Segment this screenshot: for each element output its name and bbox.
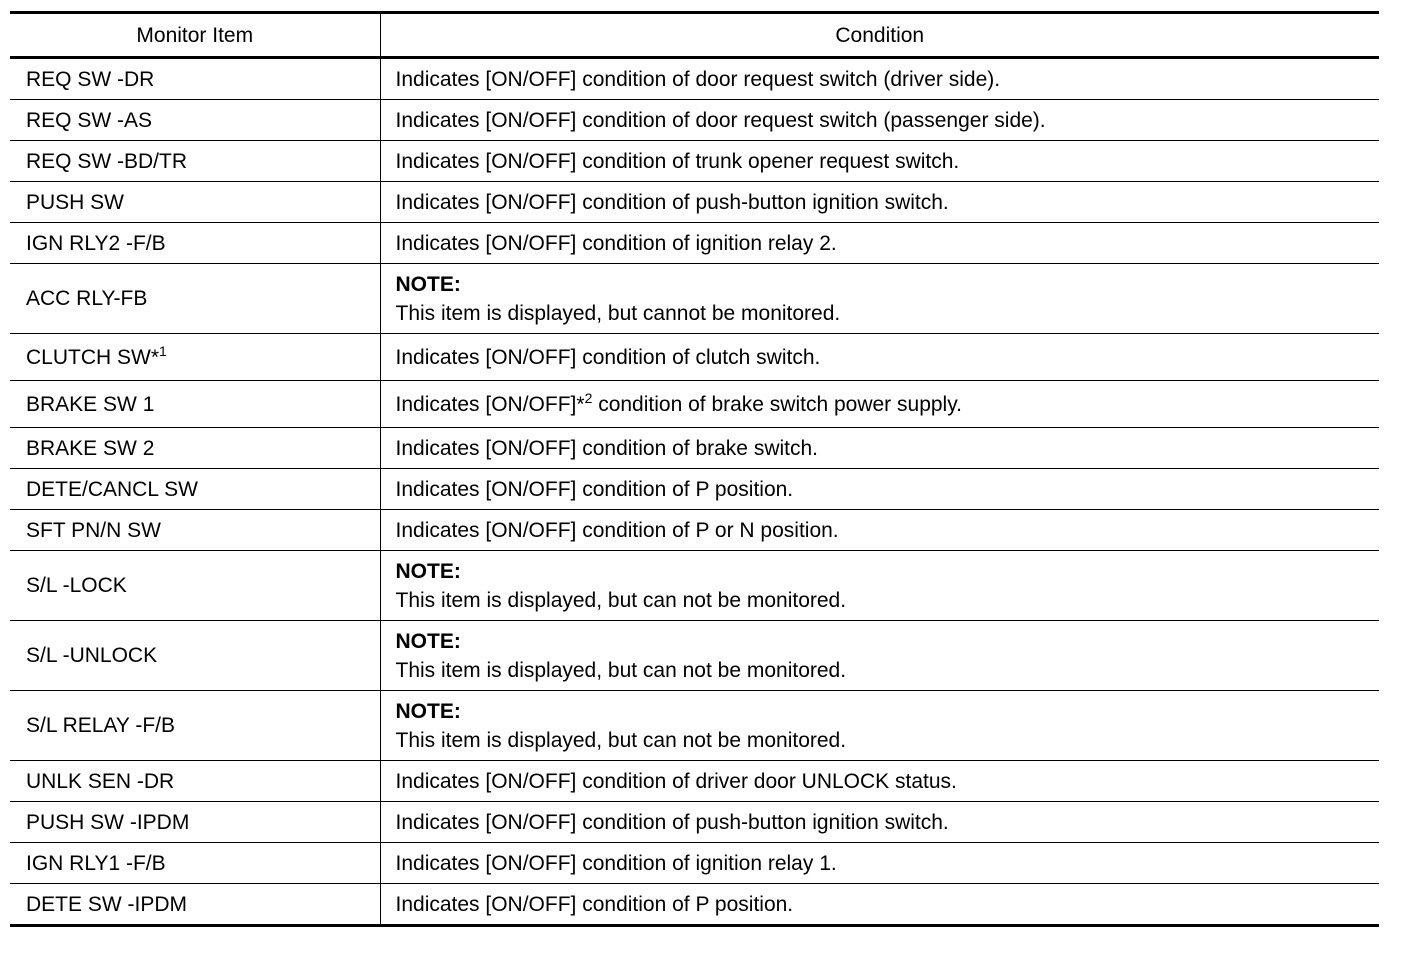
table-row (10, 843, 1379, 884)
monitor-item-label: IGN RLY1 -F/B (26, 851, 166, 875)
table-row (10, 469, 1379, 510)
condition-text: Indicates [ON/OFF] condition of clutch switch. (395, 345, 821, 369)
monitor-item-cell (10, 469, 380, 510)
monitor-item-label: DETE/CANCL SW (26, 477, 198, 501)
condition-text: Indicates [ON/OFF] condition of ignition relay 1. (395, 851, 837, 875)
monitor-item-cell (10, 621, 380, 691)
footnote-marker: 1 (159, 342, 167, 359)
condition-cell (380, 334, 1379, 381)
condition-text: Indicates [ON/OFF] condition of ignition relay 2. (395, 231, 837, 255)
condition-cell (380, 551, 1379, 621)
table-header-row (10, 13, 1379, 58)
condition-cell (380, 58, 1379, 100)
monitor-item-label: UNLK SEN -DR (26, 769, 175, 793)
table-row (10, 141, 1379, 182)
header-monitor-item: Monitor Item (10, 13, 380, 58)
table-row (10, 551, 1379, 621)
monitor-item-cell (10, 381, 380, 428)
table-row (10, 58, 1379, 100)
table-row (10, 334, 1379, 381)
monitor-item-label: PUSH SW -IPDM (26, 810, 190, 834)
table-row (10, 761, 1379, 802)
condition-cell (380, 802, 1379, 843)
table-row (10, 264, 1379, 334)
condition-text: Indicates [ON/OFF] condition of brake switch. (395, 436, 819, 460)
monitor-item-table (10, 11, 1379, 927)
monitor-item-cell (10, 691, 380, 761)
condition-text: Indicates [ON/OFF] condition of push-button ignition switch. (395, 810, 949, 834)
table-row (10, 621, 1379, 691)
condition-cell (380, 141, 1379, 182)
monitor-item-label: S/L -LOCK (26, 574, 127, 597)
monitor-item-cell (10, 223, 380, 264)
note-text: This item is displayed, but can not be monitored. (395, 728, 847, 752)
condition-cell (380, 182, 1379, 223)
monitor-item-label: REQ SW -BD/TR (26, 149, 187, 173)
condition-text: Indicates [ON/OFF]* (395, 392, 585, 416)
monitor-item-label: BRAKE SW 2 (26, 436, 155, 460)
table-row (10, 223, 1379, 264)
condition-cell (380, 691, 1379, 761)
monitor-item-cell (10, 761, 380, 802)
table-row (10, 802, 1379, 843)
condition-text: Indicates [ON/OFF] condition of P position. (395, 477, 794, 501)
monitor-item-cell (10, 510, 380, 551)
monitor-item-label: S/L RELAY -F/B (26, 714, 175, 737)
monitor-item-label: IGN RLY2 -F/B (26, 231, 166, 255)
monitor-item-cell (10, 843, 380, 884)
monitor-item-label: DETE SW -IPDM (26, 892, 187, 916)
condition-text-rest: condition of brake switch power supply. (592, 392, 962, 416)
monitor-item-label: BRAKE SW 1 (26, 392, 155, 416)
condition-cell (380, 100, 1379, 141)
note-text: This item is displayed, but can not be monitored. (395, 658, 847, 682)
note-heading: NOTE: (395, 699, 461, 723)
monitor-item-label: REQ SW -DR (26, 67, 155, 91)
condition-cell (380, 428, 1379, 469)
condition-text: Indicates [ON/OFF] condition of P position. (395, 892, 794, 916)
monitor-item-label: REQ SW -AS (26, 108, 153, 132)
condition-cell (380, 884, 1379, 926)
monitor-item-cell (10, 141, 380, 182)
table-row (10, 381, 1379, 428)
note-heading: NOTE: (395, 559, 461, 583)
condition-cell (380, 223, 1379, 264)
note-heading: NOTE: (395, 272, 461, 296)
header-condition: Condition (380, 13, 1379, 58)
table-row (10, 100, 1379, 141)
monitor-item-label: CLUTCH SW* (26, 345, 160, 369)
footnote-marker: 2 (584, 389, 593, 406)
note-heading: NOTE: (395, 629, 461, 653)
monitor-item-cell (10, 100, 380, 141)
monitor-item-cell (10, 58, 380, 100)
condition-cell (380, 469, 1379, 510)
monitor-item-cell (10, 551, 380, 621)
monitor-item-cell (10, 884, 380, 926)
condition-cell (380, 761, 1379, 802)
monitor-item-cell (10, 264, 380, 334)
table-body (10, 58, 1379, 926)
monitor-item-cell (10, 802, 380, 843)
monitor-item-cell (10, 182, 380, 223)
note-text: This item is displayed, but cannot be monitored. (395, 301, 841, 325)
condition-cell (380, 264, 1379, 334)
condition-cell (380, 510, 1379, 551)
monitor-item-cell (10, 428, 380, 469)
condition-text: Indicates [ON/OFF] condition of door request switch (driver side). (395, 67, 1001, 91)
condition-text: Indicates [ON/OFF] condition of trunk opener request switch. (395, 149, 960, 173)
condition-cell (380, 381, 1379, 428)
monitor-item-label: SFT PN/N SW (26, 518, 161, 542)
condition-text: Indicates [ON/OFF] condition of driver door UNLOCK status. (395, 769, 957, 793)
condition-text: Indicates [ON/OFF] condition of P or N position. (395, 518, 839, 542)
monitor-item-label: S/L -UNLOCK (26, 644, 158, 667)
table-row (10, 691, 1379, 761)
monitor-item-label: PUSH SW (26, 190, 125, 214)
condition-text: Indicates [ON/OFF] condition of door request switch (passenger side). (395, 108, 1046, 132)
table-row (10, 510, 1379, 551)
monitor-item-label: ACC RLY-FB (26, 287, 148, 310)
table-row (10, 428, 1379, 469)
table-row (10, 182, 1379, 223)
condition-cell (380, 843, 1379, 884)
condition-cell (380, 621, 1379, 691)
note-text: This item is displayed, but can not be monitored. (395, 588, 847, 612)
monitor-item-cell (10, 334, 380, 381)
condition-text: Indicates [ON/OFF] condition of push-button ignition switch. (395, 190, 949, 214)
table-row (10, 884, 1379, 926)
